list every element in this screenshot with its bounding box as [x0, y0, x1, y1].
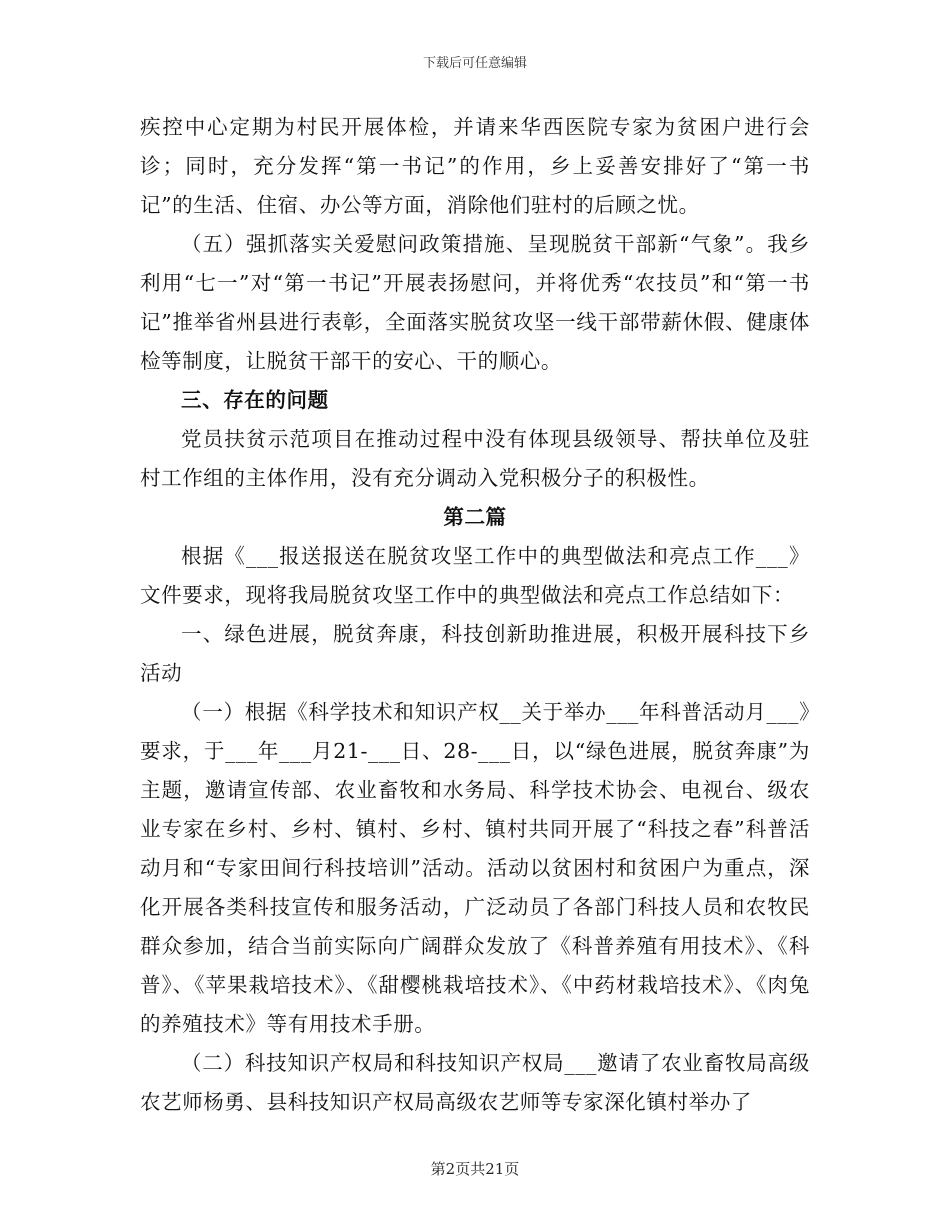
- document-body: [140, 108, 810, 1122]
- paragraph-point-one: 一、绿色进展，脱贫奔康，科技创新助推进展，积极开展科技下乡活动: [140, 622, 810, 685]
- paragraph-problems: 党员扶贫示范项目在推动过程中没有体现县级领导、帮扶单位及驻村工作组的主体作用，没有充分调动入党积极分子的积极性。: [140, 427, 810, 490]
- paragraph-subpoint-one: （一）根据《科学技术和知识产权__关于举办___年科普活动月___》要求，于___年___月21-___日、28-___日，以“绿色进展，脱贫奔康”为主题，邀请宣传部、农业畜牧和水务局、科学技术协会、电视台、级农业专家在乡村、乡村、镇村、乡村、镇村共同开展了“科技之春”科普活动月和“专家田间行科技培训”活动。活动以贫困村和贫困户为重点，深化开展各类科技宣传和服务活动，广泛动员了各部门科技人员和农牧民群众参加，结合当前实际向广阔群众发放了《科普养殖有用技术》、《科普》、《苹果栽培技术》、《甜樱桃栽培技术》、《中药材栽培技术》、《肉兔的养殖技术》等有用技术手册。: [140, 700, 810, 1036]
- section-title-part-two: 第二篇: [443, 505, 507, 529]
- paragraph-intro: 根据《___报送报送在脱贫攻坚工作中的典型做法和亮点工作___》文件要求，现将我局脱贫攻坚工作中的典型做法和亮点工作总结如下：: [140, 544, 810, 607]
- paragraph-item-five: （五）强抓落实关爱慰问政策措施、呈现脱贫干部新“气象”。我乡利用“七一”对“第一书记”开展表扬慰问，并将优秀“农技员”和“第一书记”推举省州县进行表彰，全面落实脱贫攻坚一线干部带薪休假、健康体检等制度，让脱贫干部干的安心、干的顺心。: [140, 232, 810, 373]
- paragraph-subpoint-two: （二）科技知识产权局和科技知识产权局___邀请了农业畜牧局高级农艺师杨勇、县科技知识产权局高级农艺师等专家深化镇村举办了: [140, 1051, 810, 1114]
- paragraph-continuation: 疾控中心定期为村民开展体检，并请来华西医院专家为贫困户进行会诊；同时，充分发挥“第一书记”的作用，乡上妥善安排好了“第一书记”的生活、住宿、办公等方面，消除他们驻村的后顾之忧。: [140, 115, 810, 217]
- page-number-footer: 第2页共21页: [430, 1160, 520, 1178]
- page-header-note: 下载后可任意编辑: [422, 56, 527, 71]
- section-heading-problems: 三、存在的问题: [181, 388, 329, 412]
